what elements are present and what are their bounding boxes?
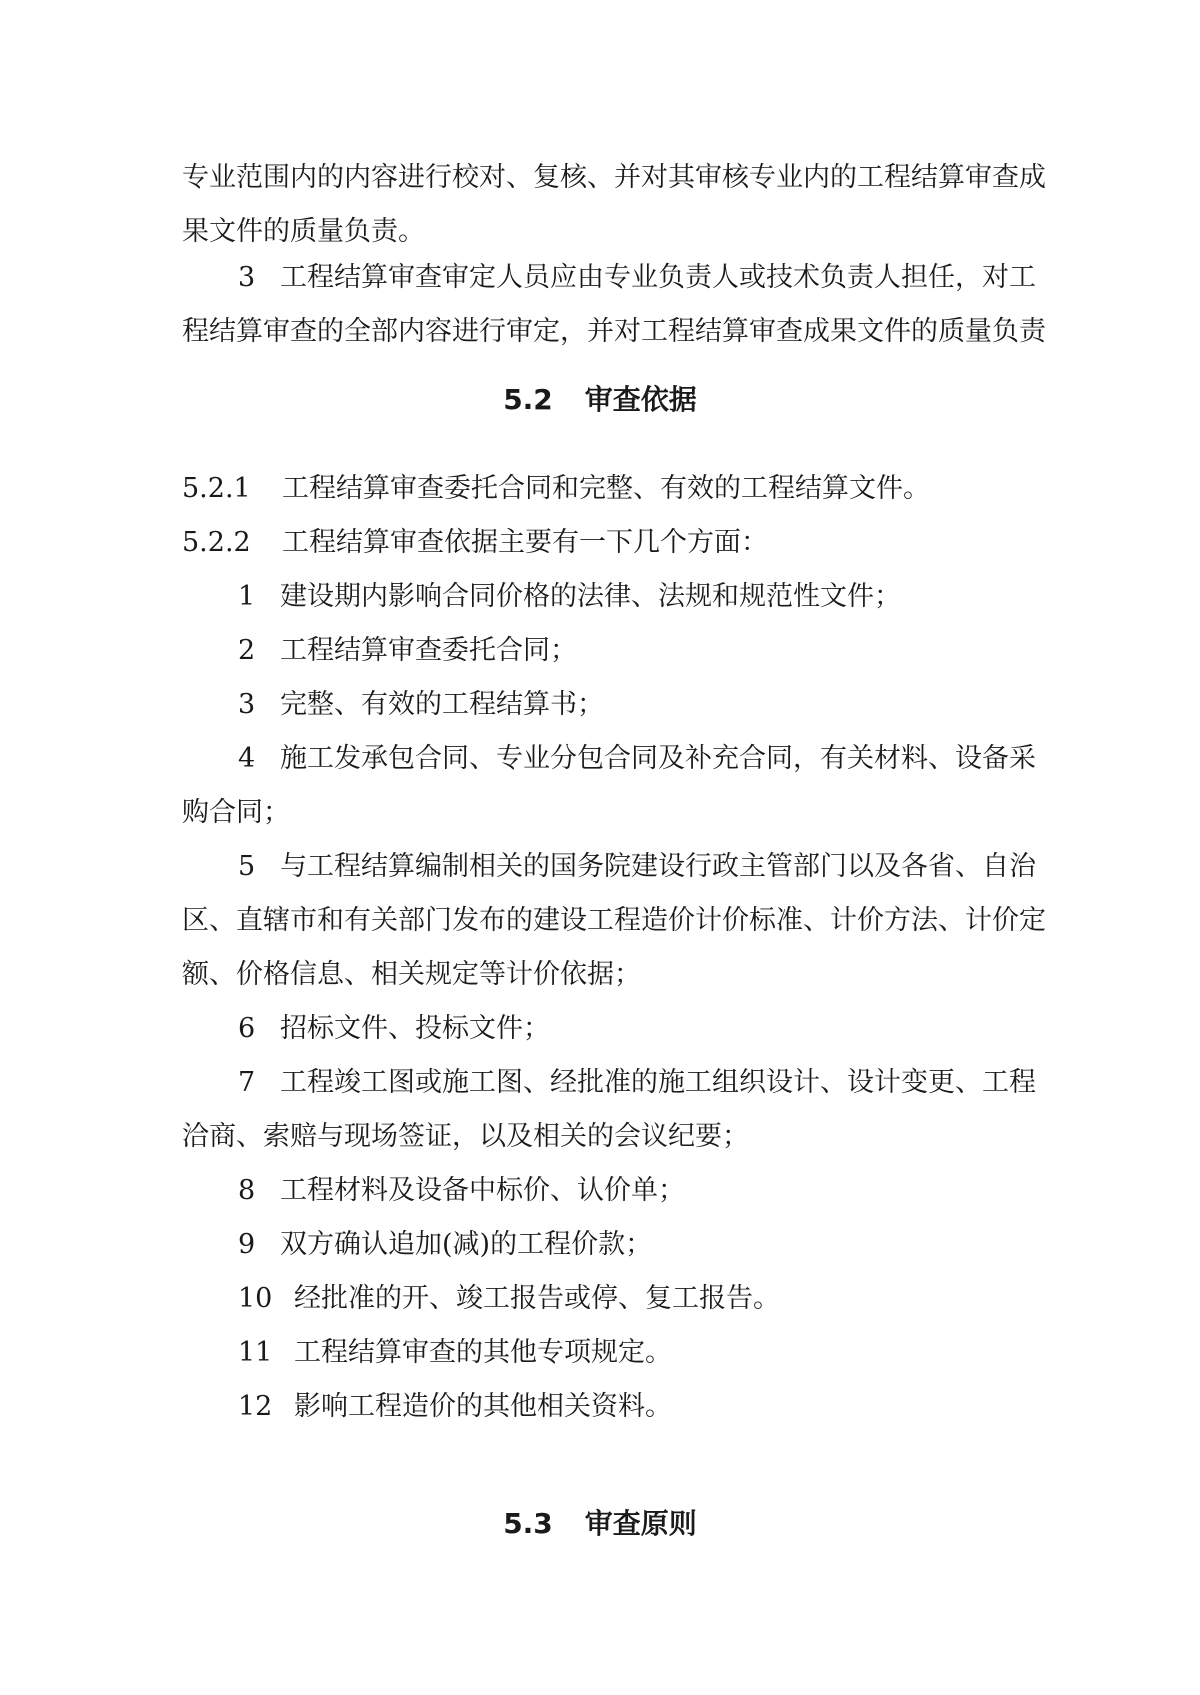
- list-item: [182, 1326, 1070, 1380]
- list-item-text: 招标文件、投标文件；: [280, 1013, 550, 1044]
- list-item: [182, 840, 1070, 1002]
- paragraph-line: 额、价格信息、相关规定等计价依据；: [182, 959, 641, 990]
- clause-text: 工程结算审查委托合同和完整、有效的工程结算文件。: [282, 473, 930, 504]
- paragraph-line: [182, 1164, 1070, 1218]
- list-item-number: 9: [238, 1229, 256, 1260]
- paragraph-line: 程结算审查的全部内容进行审定，并对工程结算审查成果文件的质量负责: [182, 316, 1046, 347]
- list-item-number: 3: [238, 689, 256, 720]
- list-item-text: 工程材料及设备中标价、认价单；: [280, 1175, 685, 1206]
- list-item: [182, 570, 1070, 624]
- paragraph-line: [182, 1056, 1070, 1110]
- section-title: 审查原则: [584, 1507, 697, 1540]
- section-title: 审查依据: [584, 383, 697, 416]
- list-item-text: 工程结算审查委托合同；: [280, 635, 577, 666]
- list-item-number: 5: [238, 851, 256, 882]
- list-item-number: 1: [238, 581, 256, 612]
- paragraph-line: [182, 570, 1070, 624]
- list-item: [182, 1380, 1070, 1434]
- list-item: [182, 1272, 1070, 1326]
- paragraph-line: [182, 840, 1070, 894]
- list-item-text: 施工发承包合同、专业分包合同及补充合同，有关材料、设备采: [280, 743, 1036, 774]
- paragraph-line: 专业范围内的内容进行校对、复核、并对其审核专业内的工程结算审查成: [182, 162, 1046, 193]
- list-item-number: 6: [238, 1013, 256, 1044]
- list-item-text: 与工程结算编制相关的国务院建设行政主管部门以及各省、自治: [280, 851, 1036, 882]
- list-item: [182, 1056, 1070, 1164]
- section-heading: [0, 1504, 1200, 1544]
- paragraph-line: 区、直辖市和有关部门发布的建设工程造价计价标准、计价方法、计价定: [182, 905, 1046, 936]
- list-item-number: 2: [238, 635, 256, 666]
- list-item-number: 10: [238, 1283, 273, 1314]
- paragraph-line: [182, 1380, 1070, 1434]
- list-item-number: 4: [238, 743, 256, 774]
- list-item-number: 8: [238, 1175, 256, 1206]
- clause-5-2-2: [182, 516, 1070, 570]
- list-item-number: 11: [238, 1337, 273, 1368]
- clause-number: 5.2.1: [182, 473, 251, 504]
- section-number: 5.3: [503, 1507, 553, 1540]
- list-item-text: 工程竣工图或施工图、经批准的施工组织设计、设计变更、工程: [280, 1067, 1036, 1098]
- list-item: [182, 1218, 1070, 1272]
- list-item-text: 双方确认追加(减)的工程价款；: [280, 1229, 653, 1260]
- list-item: [182, 1002, 1070, 1056]
- paragraph-line: [182, 678, 1070, 732]
- list-item: [182, 1164, 1070, 1218]
- paragraph-line: [182, 1002, 1070, 1056]
- list-item-text: 影响工程造价的其他相关资料。: [294, 1391, 672, 1422]
- list-item-text: 工程结算审查审定人员应由专业负责人或技术负责人担任，对工: [280, 262, 1036, 293]
- clause-number: 5.2.2: [182, 527, 251, 558]
- list-item: [182, 678, 1070, 732]
- paragraph-line: [182, 1326, 1070, 1380]
- clause-text: 工程结算审查依据主要有一下几个方面：: [282, 527, 768, 558]
- paragraph-line: 果文件的质量负责。: [182, 216, 425, 247]
- list-item-text: 经批准的开、竣工报告或停、复工报告。: [294, 1283, 780, 1314]
- list-item-number: 12: [238, 1391, 273, 1422]
- paragraph-line: [182, 732, 1070, 786]
- list-item: [182, 732, 1070, 840]
- list-item-text: 完整、有效的工程结算书；: [280, 689, 604, 720]
- paragraph-line: [182, 624, 1070, 678]
- paragraph-line: [182, 1218, 1070, 1272]
- list-item-number: 7: [238, 1067, 256, 1098]
- paragraph-line: 洽商、索赔与现场签证，以及相关的会议纪要；: [182, 1121, 749, 1152]
- list-item-number: 3: [238, 262, 256, 293]
- paragraph-line: 购合同；: [182, 797, 290, 828]
- list-item: [182, 624, 1070, 678]
- clause-5-2-1: [182, 462, 1070, 516]
- list-item: [182, 251, 1070, 359]
- continuation-paragraph: [182, 151, 1070, 259]
- section-number: 5.2: [503, 383, 553, 416]
- list-item-text: 工程结算审查的其他专项规定。: [294, 1337, 672, 1368]
- section-heading: [0, 380, 1200, 420]
- paragraph-line: [182, 251, 1070, 305]
- list-item-text: 建设期内影响合同价格的法律、法规和规范性文件；: [280, 581, 901, 612]
- paragraph-line: [182, 1272, 1070, 1326]
